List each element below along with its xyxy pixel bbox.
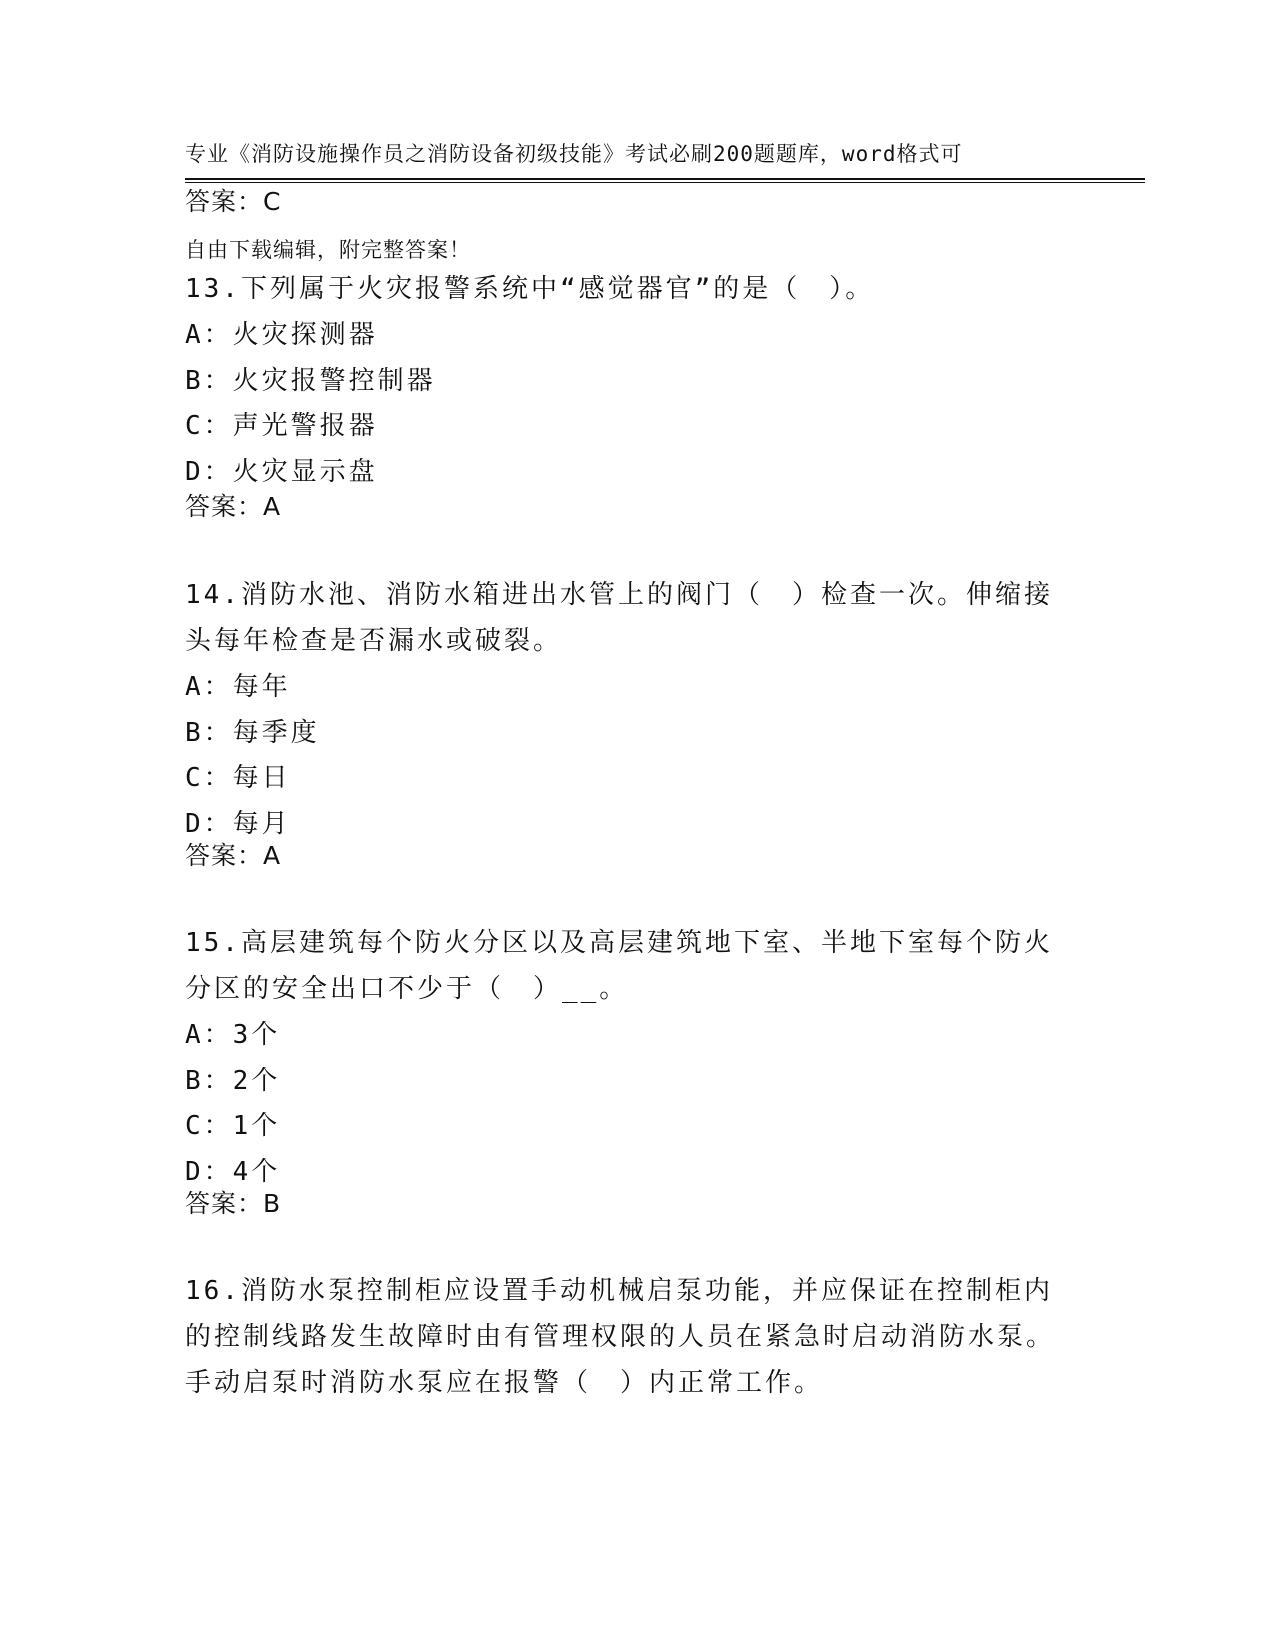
option-c: C：1个 bbox=[185, 1111, 281, 1141]
header-line-1: 专业《消防设施操作员之消防设备初级技能》考试必刷200题题库，word格式可 bbox=[185, 142, 963, 166]
question-stem: 13.下列属于火灾报警系统中“感觉器官”的是（ ）。 bbox=[185, 274, 875, 304]
answer-previous: 答案：C bbox=[185, 187, 282, 216]
question-13 bbox=[185, 266, 1075, 494]
option-b: B：火灾报警控制器 bbox=[185, 365, 436, 396]
option-a: A：每年 bbox=[185, 672, 291, 702]
option-a: A：火灾探测器 bbox=[185, 320, 378, 350]
header-line-2: 自由下载编辑，附完整答案！ bbox=[185, 238, 471, 262]
option-b: B：2个 bbox=[185, 1065, 281, 1096]
option-a: A：3个 bbox=[185, 1020, 281, 1050]
option-d: D：4个 bbox=[185, 1156, 281, 1187]
question-stem: 15.高层建筑每个防火分区以及高层建筑地下室、半地下室每个防火分区的安全出口不少于（ ）__。 bbox=[185, 928, 1053, 1004]
option-c: C：声光警报器 bbox=[185, 411, 378, 441]
option-b: B：每季度 bbox=[185, 717, 320, 748]
answer-15: 答案：B bbox=[185, 1189, 282, 1218]
question-stem: 16.消防水泵控制柜应设置手动机械启泵功能，并应保证在控制柜内的控制线路发生故障时由有管理权限的人员在紧急时启动消防水泵。手动启泵时消防水泵应在报警（ ）内正常工作。 bbox=[185, 1276, 1056, 1398]
question-15 bbox=[185, 920, 1075, 1194]
answer-14: 答案：A bbox=[185, 841, 282, 870]
header-divider bbox=[185, 178, 1145, 183]
question-stem: 14.消防水池、消防水箱进出水管上的阀门（ ）检查一次。伸缩接头每年检查是否漏水或破裂。 bbox=[185, 580, 1053, 656]
option-d: D：火灾显示盘 bbox=[185, 456, 378, 487]
option-d: D：每月 bbox=[185, 808, 291, 839]
question-14 bbox=[185, 572, 1075, 846]
question-16 bbox=[185, 1268, 1075, 1406]
option-c: C：每日 bbox=[185, 763, 291, 793]
answer-13: 答案：A bbox=[185, 492, 282, 521]
